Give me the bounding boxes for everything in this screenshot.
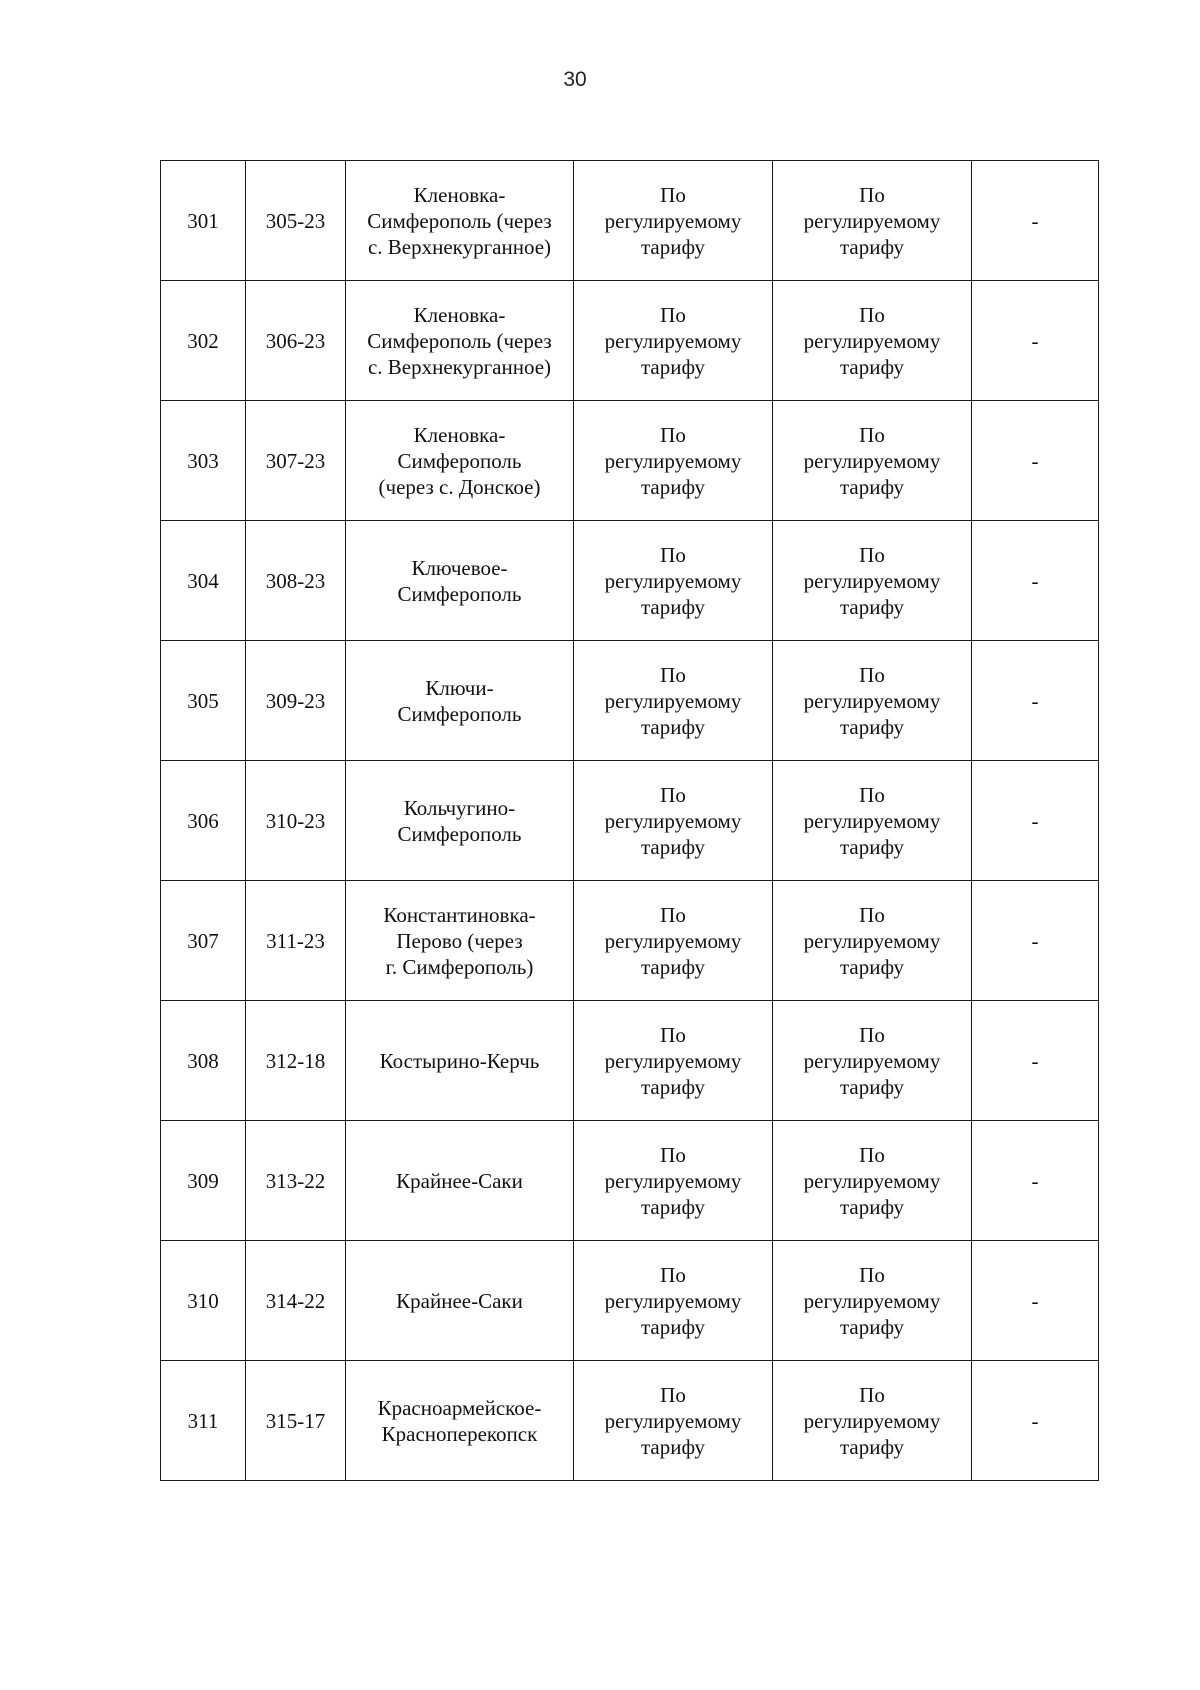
tariff-cell — [773, 1001, 972, 1121]
registration-number-cell: 311-23 — [246, 881, 346, 1001]
tariff-cell-line: тарифу — [839, 954, 905, 979]
tariff-cell — [773, 881, 972, 1001]
table-row — [161, 881, 1099, 1001]
tariff-cell-line: регулируемому — [604, 448, 742, 473]
row-number-cell: 304 — [161, 521, 246, 641]
tariff-cell-line: регулируемому — [803, 808, 941, 833]
tariff-cell-line: регулируемому — [604, 1288, 742, 1313]
tariff-cell-line: тарифу — [640, 234, 706, 259]
tariff-cell — [574, 161, 773, 281]
route-name-cell-line: Ключевое- — [411, 555, 508, 580]
tariff-cell — [773, 161, 972, 281]
routes-table-body — [161, 161, 1099, 1481]
registration-number-cell: 313-22 — [246, 1121, 346, 1241]
tariff-cell-line: По — [859, 782, 885, 807]
tariff-cell-line: По — [660, 422, 686, 447]
tariff-cell — [773, 521, 972, 641]
row-number-cell: 307 — [161, 881, 246, 1001]
table-row — [161, 641, 1099, 761]
registration-number-cell: 312-18 — [246, 1001, 346, 1121]
tariff-cell — [574, 1001, 773, 1121]
route-name-cell — [346, 401, 574, 521]
note-cell: - — [972, 281, 1099, 401]
route-name-cell-line: Кленовка- — [413, 302, 506, 327]
row-number-cell: 306 — [161, 761, 246, 881]
route-name-cell — [346, 881, 574, 1001]
tariff-cell-line: тарифу — [839, 474, 905, 499]
tariff-cell-line: тарифу — [839, 1074, 905, 1099]
tariff-cell — [574, 401, 773, 521]
route-name-cell-line: Симферополь — [397, 701, 522, 726]
tariff-cell-line: регулируемому — [803, 568, 941, 593]
tariff-cell-line: тарифу — [839, 714, 905, 739]
tariff-cell-line: тарифу — [839, 1434, 905, 1459]
tariff-cell-line: регулируемому — [604, 808, 742, 833]
registration-number-cell: 306-23 — [246, 281, 346, 401]
tariff-cell-line: тарифу — [839, 234, 905, 259]
tariff-cell-line: регулируемому — [803, 208, 941, 233]
row-number-cell: 301 — [161, 161, 246, 281]
tariff-cell — [574, 1121, 773, 1241]
tariff-cell-line: регулируемому — [604, 928, 742, 953]
note-cell: - — [972, 1361, 1099, 1481]
route-name-cell-line: с. Верхнекурганное) — [367, 234, 552, 259]
note-cell: - — [972, 1241, 1099, 1361]
tariff-cell-line: По — [859, 1382, 885, 1407]
row-number-cell: 305 — [161, 641, 246, 761]
route-name-cell-line: Красноармейское- — [377, 1395, 542, 1420]
route-name-cell — [346, 161, 574, 281]
route-name-cell-line: Симферополь — [397, 448, 522, 473]
table-row — [161, 1241, 1099, 1361]
registration-number-cell: 305-23 — [246, 161, 346, 281]
tariff-cell — [773, 1241, 972, 1361]
route-name-cell — [346, 1121, 574, 1241]
note-cell: - — [972, 161, 1099, 281]
tariff-cell — [574, 281, 773, 401]
tariff-cell-line: тарифу — [640, 474, 706, 499]
registration-number-cell: 315-17 — [246, 1361, 346, 1481]
route-name-cell — [346, 641, 574, 761]
row-number-cell: 303 — [161, 401, 246, 521]
row-number-cell: 308 — [161, 1001, 246, 1121]
route-name-cell-line: с. Верхнекурганное) — [367, 354, 552, 379]
row-number-cell: 310 — [161, 1241, 246, 1361]
tariff-cell-line: регулируемому — [803, 688, 941, 713]
row-number-cell: 309 — [161, 1121, 246, 1241]
route-name-cell-line: Кольчугино- — [403, 795, 516, 820]
route-name-cell-line: Крайнее-Саки — [396, 1288, 523, 1313]
note-cell: - — [972, 761, 1099, 881]
tariff-cell-line: регулируемому — [803, 1288, 941, 1313]
page-number: 30 — [563, 68, 587, 91]
tariff-cell-line: тарифу — [640, 1194, 706, 1219]
note-cell: - — [972, 881, 1099, 1001]
tariff-cell-line: тарифу — [640, 1434, 706, 1459]
tariff-cell-line: тарифу — [640, 714, 706, 739]
route-name-cell-line: Костырино-Керчь — [379, 1048, 540, 1073]
tariff-cell-line: По — [660, 182, 686, 207]
table-row — [161, 1361, 1099, 1481]
tariff-cell — [574, 521, 773, 641]
route-name-cell-line: г. Симферополь) — [385, 954, 534, 979]
tariff-cell-line: регулируемому — [604, 1168, 742, 1193]
route-name-cell-line: Перово (через — [396, 928, 523, 953]
route-name-cell — [346, 1001, 574, 1121]
tariff-cell-line: По — [660, 1382, 686, 1407]
tariff-cell — [574, 1241, 773, 1361]
tariff-cell-line: регулируемому — [604, 688, 742, 713]
tariff-cell-line: регулируемому — [604, 208, 742, 233]
route-name-cell-line: Кленовка- — [413, 422, 506, 447]
route-name-cell — [346, 1241, 574, 1361]
tariff-cell-line: По — [660, 902, 686, 927]
tariff-cell-line: По — [859, 1142, 885, 1167]
route-name-cell-line: Симферополь — [397, 581, 522, 606]
tariff-cell — [773, 641, 972, 761]
tariff-cell-line: тарифу — [839, 834, 905, 859]
tariff-cell-line: регулируемому — [604, 328, 742, 353]
tariff-cell — [773, 761, 972, 881]
note-cell: - — [972, 1001, 1099, 1121]
tariff-cell-line: По — [660, 542, 686, 567]
route-name-cell-line: (через с. Донское) — [378, 474, 541, 499]
note-cell: - — [972, 521, 1099, 641]
registration-number-cell: 307-23 — [246, 401, 346, 521]
route-name-cell — [346, 761, 574, 881]
tariff-cell-line: По — [859, 302, 885, 327]
tariff-cell-line: регулируемому — [803, 448, 941, 473]
tariff-cell-line: По — [859, 182, 885, 207]
registration-number-cell: 309-23 — [246, 641, 346, 761]
table-row — [161, 521, 1099, 641]
tariff-cell-line: тарифу — [640, 594, 706, 619]
table-row — [161, 1121, 1099, 1241]
tariff-cell-line: тарифу — [640, 354, 706, 379]
route-name-cell-line: Симферополь (через — [367, 328, 552, 353]
tariff-cell-line: По — [859, 902, 885, 927]
tariff-cell — [574, 881, 773, 1001]
tariff-cell-line: тарифу — [839, 594, 905, 619]
tariff-cell — [574, 761, 773, 881]
tariff-cell — [773, 1361, 972, 1481]
tariff-cell-line: тарифу — [640, 954, 706, 979]
tariff-cell-line: регулируемому — [803, 928, 941, 953]
tariff-cell-line: По — [660, 1022, 686, 1047]
tariff-cell-line: По — [859, 1022, 885, 1047]
tariff-cell-line: тарифу — [640, 1074, 706, 1099]
tariff-cell-line: регулируемому — [803, 1168, 941, 1193]
tariff-cell-line: По — [859, 1262, 885, 1287]
tariff-cell-line: По — [859, 422, 885, 447]
tariff-cell-line: По — [660, 782, 686, 807]
tariff-cell-line: тарифу — [640, 1314, 706, 1339]
routes-table — [160, 160, 1099, 1481]
note-cell: - — [972, 401, 1099, 521]
tariff-cell — [773, 281, 972, 401]
route-name-cell-line: Симферополь (через — [367, 208, 552, 233]
table-row — [161, 1001, 1099, 1121]
registration-number-cell: 314-22 — [246, 1241, 346, 1361]
route-name-cell-line: Симферополь — [397, 821, 522, 846]
registration-number-cell: 310-23 — [246, 761, 346, 881]
tariff-cell-line: регулируемому — [803, 328, 941, 353]
route-name-cell-line: Кленовка- — [413, 182, 506, 207]
table-row — [161, 401, 1099, 521]
tariff-cell — [773, 1121, 972, 1241]
tariff-cell-line: По — [859, 662, 885, 687]
route-name-cell-line: Константиновка- — [383, 902, 536, 927]
tariff-cell-line: тарифу — [640, 834, 706, 859]
tariff-cell-line: По — [859, 542, 885, 567]
note-cell: - — [972, 641, 1099, 761]
route-name-cell — [346, 521, 574, 641]
table-row — [161, 281, 1099, 401]
route-name-cell-line: Крайнее-Саки — [396, 1168, 523, 1193]
tariff-cell-line: регулируемому — [803, 1048, 941, 1073]
route-name-cell — [346, 281, 574, 401]
tariff-cell-line: По — [660, 1142, 686, 1167]
tariff-cell-line: регулируемому — [604, 1408, 742, 1433]
table-row — [161, 161, 1099, 281]
route-name-cell-line: Красноперекопск — [381, 1421, 538, 1446]
tariff-cell-line: тарифу — [839, 1314, 905, 1339]
tariff-cell-line: регулируемому — [604, 1048, 742, 1073]
row-number-cell: 311 — [161, 1361, 246, 1481]
tariff-cell — [574, 641, 773, 761]
tariff-cell-line: По — [660, 302, 686, 327]
tariff-cell-line: По — [660, 662, 686, 687]
note-cell: - — [972, 1121, 1099, 1241]
route-name-cell — [346, 1361, 574, 1481]
tariff-cell — [574, 1361, 773, 1481]
row-number-cell: 302 — [161, 281, 246, 401]
tariff-cell-line: тарифу — [839, 1194, 905, 1219]
tariff-cell-line: По — [660, 1262, 686, 1287]
tariff-cell-line: регулируемому — [604, 568, 742, 593]
tariff-cell-line: регулируемому — [803, 1408, 941, 1433]
tariff-cell — [773, 401, 972, 521]
route-name-cell-line: Ключи- — [425, 675, 494, 700]
registration-number-cell: 308-23 — [246, 521, 346, 641]
table-row — [161, 761, 1099, 881]
tariff-cell-line: тарифу — [839, 354, 905, 379]
